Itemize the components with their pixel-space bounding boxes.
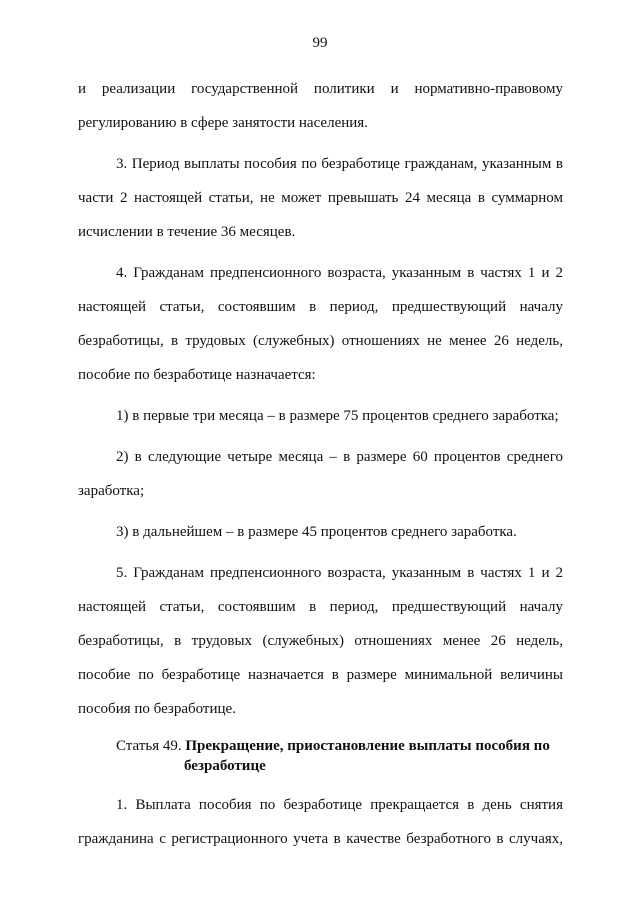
list-item-1	[78, 399, 563, 433]
article-title: Прекращение, приостановление выплаты пособия по	[185, 738, 550, 754]
text-line: 5. Гражданам предпенсионного возраста, указанным в частях 1 и 2	[116, 565, 563, 581]
article-title-continuation: безработице	[184, 758, 266, 774]
text-line: 1) в первые три месяца – в размере 75 процентов среднего заработка;	[116, 408, 559, 424]
text-line: пособие по безработице назначается в размере минимальной величины	[78, 667, 563, 683]
text-line: 3) в дальнейшем – в размере 45 процентов среднего заработка.	[116, 524, 517, 540]
text-line: 3. Период выплаты пособия по безработице гражданам, указанным в	[116, 156, 563, 172]
list-item-3	[78, 515, 563, 549]
article-paragraph-1	[78, 788, 563, 856]
page-number: 99	[312, 35, 328, 51]
text-line: пособия по безработице.	[78, 701, 236, 717]
article-label: Статья 49.	[116, 738, 182, 754]
text-line: 2) в следующие четыре месяца – в размере 60 процентов среднего	[116, 449, 563, 465]
text-line: заработка;	[78, 483, 145, 499]
document-body	[78, 72, 563, 863]
paragraph-5	[78, 556, 563, 726]
list-item-2	[78, 440, 563, 508]
text-line: 1. Выплата пособия по безработице прекращается в день снятия	[116, 797, 563, 813]
text-line: части 2 настоящей статьи, не может превышать 24 месяца в суммарном	[78, 190, 563, 206]
text-line: исчислении в течение 36 месяцев.	[78, 224, 296, 240]
text-line: безработицы, в трудовых (служебных) отношениях не менее 26 недель,	[78, 333, 563, 349]
text-line: настоящей статьи, состоявшим в период, предшествующий началу	[78, 599, 563, 615]
text-line: гражданина с регистрационного учета в качестве безработного в случаях,	[78, 831, 563, 847]
text-line: безработицы, в трудовых (служебных) отношениях менее 26 недель,	[78, 633, 563, 649]
text-line: настоящей статьи, состоявшим в период, предшествующий началу	[78, 299, 563, 315]
text-line: и реализации государственной политики и нормативно-правовому	[78, 81, 563, 97]
paragraph-continuation	[78, 72, 563, 140]
article-heading	[116, 736, 563, 776]
text-line: 4. Гражданам предпенсионного возраста, указанным в частях 1 и 2	[116, 265, 563, 281]
paragraph-3	[78, 147, 563, 249]
paragraph-4	[78, 256, 563, 392]
text-line: регулированию в сфере занятости населения.	[78, 115, 368, 131]
text-line: пособие по безработице назначается:	[78, 367, 316, 383]
